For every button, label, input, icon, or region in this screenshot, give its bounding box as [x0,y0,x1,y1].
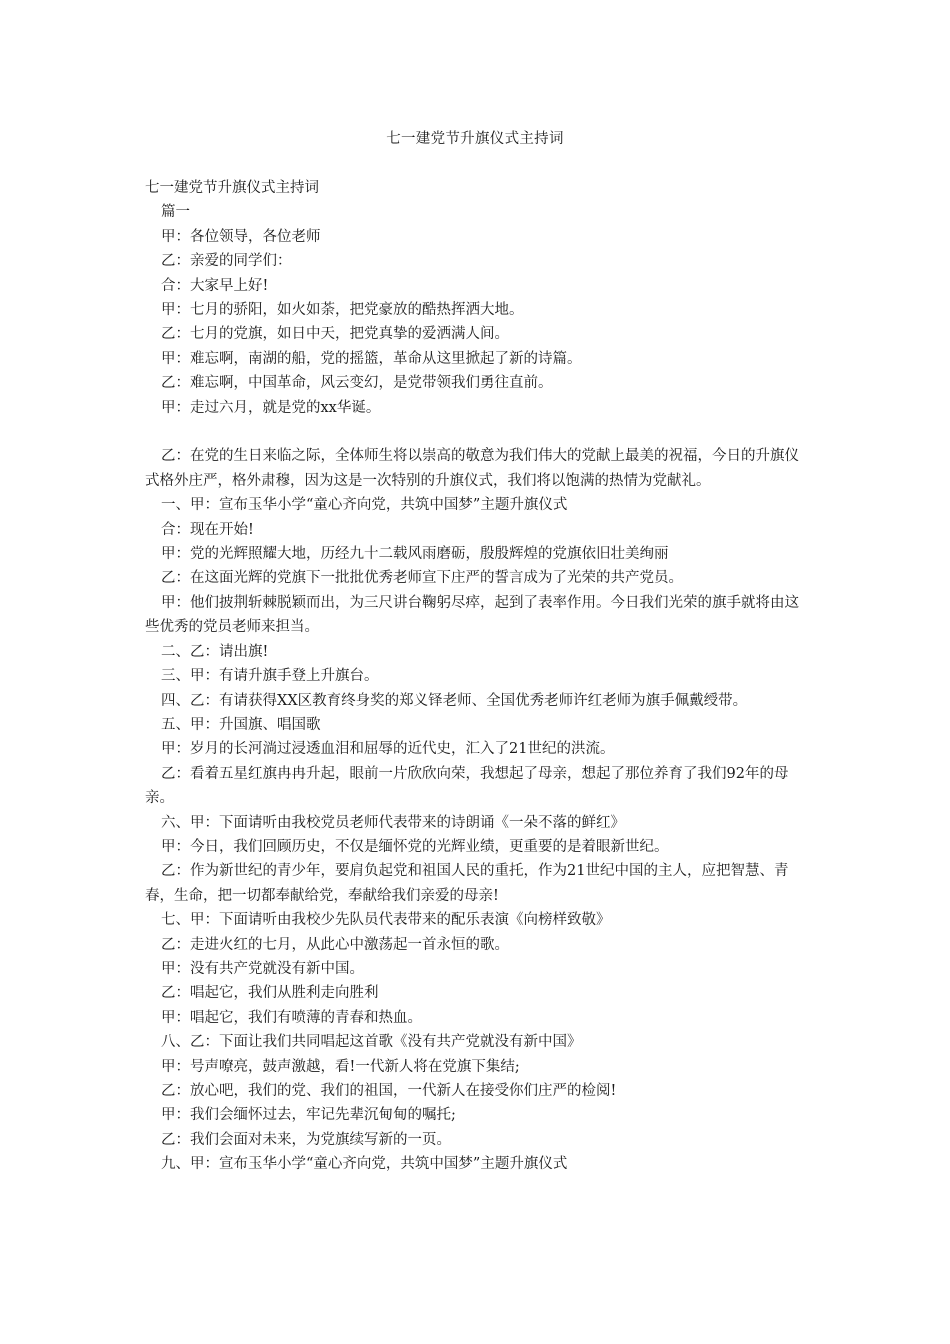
page-title: 七一建党节升旗仪式主持词 [386,131,564,147]
document-paragraph: 乙：作为新世纪的青少年，要肩负起党和祖国人民的重托，作为21世纪中国的主人，应把智慧、青春，生命，把一切都奉献给党，奉献给我们亲爱的母亲! [145,863,789,904]
document-paragraph: 乙：放心吧，我们的党、我们的祖国，一代新人在接受你们庄严的检阅! [161,1083,617,1100]
document-paragraph: 甲：今日，我们回顾历史，不仅是缅怀党的光辉业绩，更重要的是着眼新世纪。 [161,838,669,855]
document-paragraph: 乙：唱起它，我们从胜利走向胜利 [161,985,379,1002]
document-paragraph: 八、乙：下面让我们共同唱起这首歌《没有共产党就没有新中国》 [161,1034,582,1051]
document-paragraph: 乙：难忘啊，中国革命，风云变幻，是党带领我们勇往直前。 [161,375,553,392]
blank-line [145,420,805,444]
document-paragraph: 五、甲：升国旗、唱国歌 [161,716,321,733]
document-paragraph: 甲：七月的骄阳，如火如荼，把党豪放的酷热挥洒大地。 [161,302,524,319]
document-paragraph: 乙：亲爱的同学们： [161,253,292,270]
document-paragraph: 乙：在党的生日来临之际，全体师生将以崇高的敬意为我们伟大的党献上最美的祝福，今日的升旗仪式格外庄严，格外肃穆，因为这是一次特别的升旗仪式，我们将以饱满的热情为党献礼。 [145,448,799,489]
document-paragraph: 二、乙：请出旗! [161,643,269,660]
document-paragraph: 一、甲：宣布玉华小学“童心齐向党，共筑中国梦”主题升旗仪式 [161,497,568,514]
document-paragraph: 篇一 [161,204,190,221]
document-paragraph: 乙：走进火红的七月，从此心中激荡起一首永恒的歌。 [161,936,509,953]
document-paragraph: 甲：没有共产党就没有新中国。 [161,960,364,977]
document-paragraph: 甲：岁月的长河淌过浸透血泪和屈辱的近代史，汇入了21世纪的洪流。 [161,741,615,758]
document-body [145,176,805,1177]
document-paragraph: 三、甲：有请升旗手登上升旗台。 [161,668,379,685]
document-heading: 七一建党节升旗仪式主持词 [145,180,319,196]
document-paragraph: 合：大家早上好! [161,277,269,294]
document-paragraph: 甲：走过六月，就是党的xx华诞。 [161,399,381,416]
document-paragraph: 甲：各位领导，各位老师 [161,228,321,245]
document-paragraph: 甲：他们披荆斩棘脱颖而出，为三尺讲台鞠躬尽瘁，起到了表率作用。今日我们光荣的旗手就将由这些优秀的党员老师来担当。 [145,594,799,636]
document-paragraph: 七、甲：下面请听由我校少先队员代表带来的配乐表演《向榜样致敬》 [161,912,611,929]
document-paragraph: 乙：看着五星红旗冉冉升起，眼前一片欣欣向荣，我想起了母亲，想起了那位养育了我们92年的母亲。 [145,765,789,807]
document-paragraph: 甲：我们会缅怀过去，牢记先辈沉甸甸的嘱托; [161,1107,456,1124]
document-paragraph: 合：现在开始! [161,521,254,538]
document-paragraph: 九、甲：宣布玉华小学“童心齐向党，共筑中国梦”主题升旗仪式 [161,1156,568,1173]
document-paragraph: 四、乙：有请获得XX区教育终身奖的郑义铎老师、全国优秀老师许红老师为旗手佩戴绶带。 [161,692,748,709]
document-paragraph: 甲：号声嘹亮，鼓声激越，看!一代新人将在党旗下集结; [161,1058,520,1075]
document-paragraph: 六、甲：下面请听由我校党员老师代表带来的诗朗诵《一朵不落的鲜红》 [161,814,625,831]
document-paragraph: 乙：七月的党旗，如日中天，把党真挚的爱洒满人间。 [161,326,509,343]
document-paragraph: 甲：唱起它，我们有喷薄的青春和热血。 [161,1009,422,1026]
document-paragraph: 乙：在这面光辉的党旗下一批批优秀老师宣下庄严的誓言成为了光荣的共产党员。 [161,570,683,587]
document-paragraph: 乙：我们会面对未来，为党旗续写新的一页。 [161,1131,451,1148]
document-paragraph: 甲：党的光辉照耀大地，历经九十二载风雨磨砺，殷殷辉煌的党旗依旧壮美绚丽 [161,546,669,563]
document-paragraph: 甲：难忘啊，南湖的船，党的摇篮，革命从这里掀起了新的诗篇。 [161,350,582,367]
